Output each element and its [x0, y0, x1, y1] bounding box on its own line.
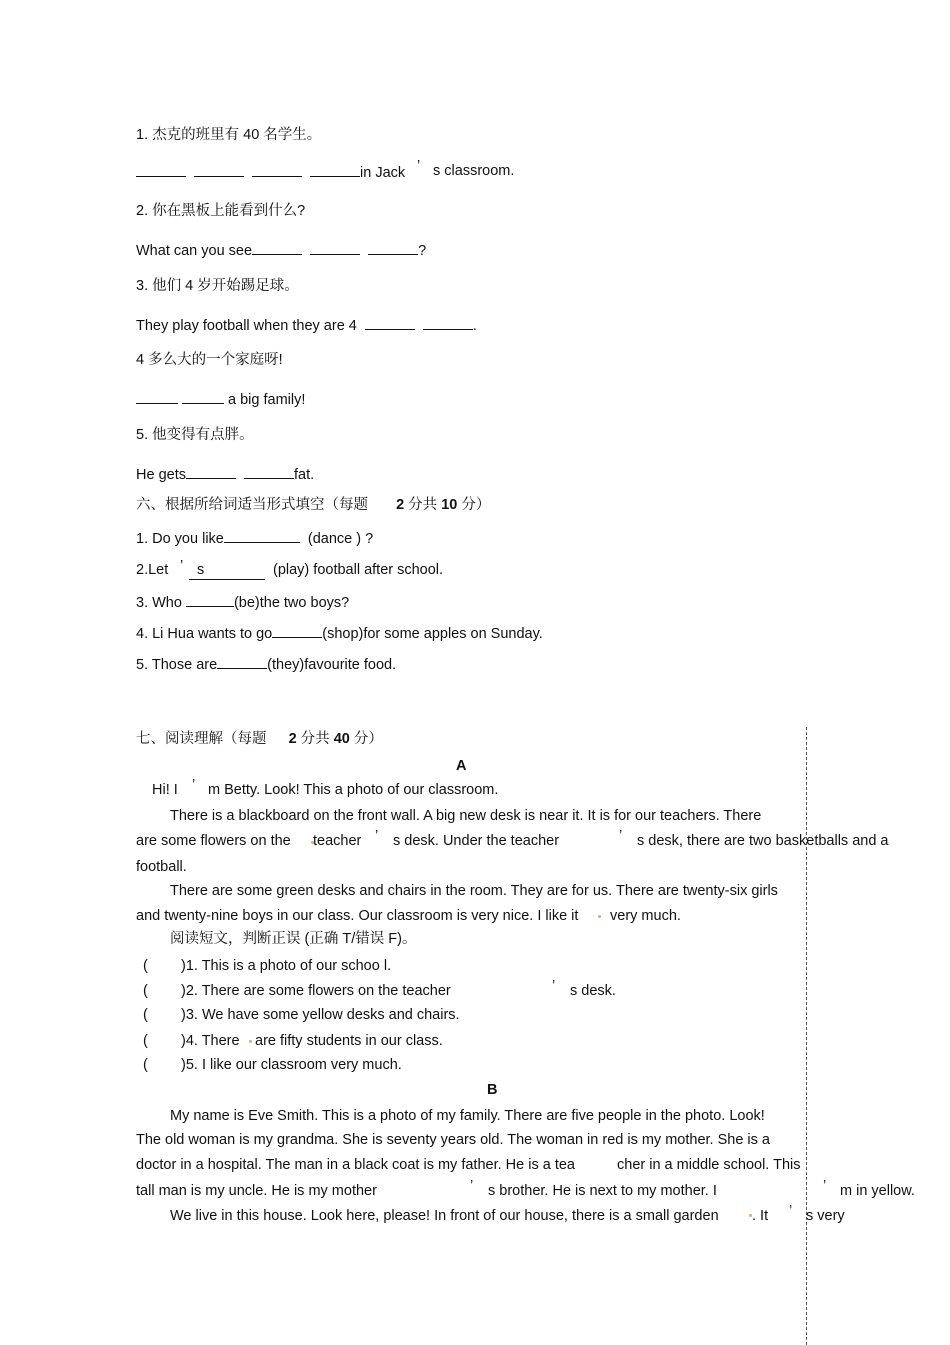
answer-blank[interactable]	[365, 315, 415, 330]
text: s classroom.	[433, 163, 515, 179]
text: fat.	[293, 467, 315, 483]
s6-q2	[136, 561, 168, 579]
text: Hi! I	[152, 782, 178, 798]
text: 5. Those are	[136, 657, 218, 673]
text: are some flowers on the	[136, 833, 291, 849]
s6-q3	[136, 592, 349, 612]
text: There are some green desks and chairs in the room. They are for us. There are twenty-six girls	[170, 883, 778, 899]
speck	[598, 915, 601, 918]
answer-blank[interactable]	[252, 240, 302, 255]
text: 七、阅读理解（每题	[136, 731, 267, 747]
text: s desk, there are two basketballs and a	[637, 833, 889, 849]
section6-title	[136, 496, 490, 514]
tf-q3: )3. We have some yellow desks and chairs.	[181, 1007, 460, 1023]
text: 2.Let	[136, 562, 169, 578]
text: 分共	[300, 731, 330, 747]
text: 1. Do you like	[136, 531, 224, 547]
s6-q2-rest	[189, 561, 443, 580]
text: 4. Li Hua wants to go	[136, 626, 273, 642]
apostrophe: ’	[789, 1203, 793, 1219]
answer-blank[interactable]	[244, 464, 294, 479]
text: s	[197, 562, 205, 578]
paren: (	[143, 1033, 148, 1049]
answer-blank[interactable]	[423, 315, 473, 330]
tf-q5: )5. I like our classroom very much.	[181, 1057, 402, 1073]
s5-q5-chinese: 5. 他变得有点胖。	[136, 427, 254, 443]
text: (be)the two boys?	[233, 595, 350, 611]
paren: (	[143, 1057, 148, 1073]
apostrophe: ’	[470, 1178, 474, 1194]
text: We live in this house. Look here, please! In front of our house, there is a small garden	[170, 1208, 719, 1224]
text: .	[472, 318, 477, 334]
answer-blank[interactable]	[186, 592, 234, 607]
apostrophe: ’	[417, 158, 421, 174]
answer-blank[interactable]	[182, 389, 224, 404]
answer-blank[interactable]	[310, 240, 360, 255]
text: They play football when they are 4	[136, 318, 357, 334]
text: The old woman is my grandma. She is seventy years old. The woman in red is my mother. She is a	[136, 1132, 770, 1148]
text: 分共	[408, 497, 438, 513]
answer-blank[interactable]	[310, 162, 360, 177]
text: (shop)for some apples on Sunday.	[322, 626, 543, 642]
s5-q5-english	[136, 464, 314, 484]
reading-instruction: 阅读短文，判断正误 (正确 T/错误 F)。	[170, 931, 417, 947]
text: football.	[136, 859, 187, 875]
text: My name is Eve Smith. This is a photo of my family. There are five people in the photo. Look!	[170, 1108, 765, 1124]
text: tall man is my uncle. He is my mother	[136, 1183, 377, 1199]
s5-q4-english	[136, 389, 305, 409]
text: doctor in a hospital. The man in a black coat is my father. He is a tea	[136, 1157, 575, 1173]
s5-q2-english	[136, 240, 426, 260]
apostrophe: ’	[180, 558, 184, 574]
tf-q2: )2. There are some flowers on the teacher	[181, 983, 451, 999]
passage-b-label: B	[487, 1082, 498, 1098]
apostrophe: ’	[375, 828, 379, 844]
text: (they)favourite food.	[267, 657, 397, 673]
text: m Betty. Look! This a photo of our classroom.	[208, 782, 499, 798]
speck	[249, 1040, 252, 1043]
text: 2	[396, 497, 405, 513]
section7-title	[136, 730, 383, 748]
passage-a-label: A	[456, 758, 467, 774]
s6-q4	[136, 623, 543, 643]
answer-blank[interactable]	[217, 654, 267, 669]
text: (play) football after school.	[273, 562, 444, 578]
text: s very	[806, 1208, 845, 1224]
text: ?	[418, 243, 427, 259]
text: very much.	[610, 908, 681, 924]
text: s desk.	[570, 983, 616, 999]
text: teacher	[313, 833, 362, 849]
s5-q2-chinese: 2. 你在黑板上能看到什么?	[136, 203, 306, 219]
paren: (	[143, 958, 148, 974]
answer-blank[interactable]	[194, 162, 244, 177]
answer-blank[interactable]	[136, 162, 186, 177]
tf-q4: )4. There	[181, 1033, 240, 1049]
text: There is a blackboard on the front wall. A big new desk is near it. It is for our teachers. There	[170, 808, 762, 824]
text: 10	[441, 497, 458, 513]
text: 六、根据所给词适当形式填空（每题	[136, 497, 368, 513]
text: 分）	[353, 731, 383, 747]
answer-blank[interactable]	[368, 240, 418, 255]
cut-line	[806, 727, 807, 1345]
text: and twenty-nine boys in our class. Our classroom is very nice. I like it	[136, 908, 579, 924]
answer-blank[interactable]	[252, 162, 302, 177]
text: 分）	[461, 497, 491, 513]
s5-q1-chinese: 1. 杰克的班里有 40 名学生。	[136, 127, 322, 143]
paren: (	[143, 983, 148, 999]
text: s brother. He is next to my mother. I	[488, 1183, 717, 1199]
text: What can you see	[136, 243, 253, 259]
text: m in yellow.	[840, 1183, 915, 1199]
answer-blank[interactable]	[224, 528, 300, 543]
text: are fifty students in our class.	[255, 1033, 443, 1049]
s6-q5	[136, 654, 396, 674]
s6-q1	[136, 528, 373, 548]
text: . It	[752, 1208, 769, 1224]
apostrophe: ’	[192, 777, 196, 793]
tf-q1: )1. This is a photo of our schoo l.	[181, 958, 392, 974]
s5-q1-english	[136, 162, 405, 182]
text: (dance ) ?	[307, 531, 374, 547]
answer-blank[interactable]	[186, 464, 236, 479]
s5-q3-chinese: 3. 他们 4 岁开始踢足球。	[136, 278, 299, 294]
apostrophe: ’	[619, 828, 623, 844]
answer-blank[interactable]	[272, 623, 322, 638]
s5-q3-english	[136, 315, 477, 335]
apostrophe: ’	[552, 978, 556, 994]
answer-blank[interactable]	[189, 561, 265, 580]
text: a big family!	[228, 392, 306, 408]
text: s desk. Under the teacher	[393, 833, 560, 849]
text: 40	[333, 731, 350, 747]
text: He gets	[136, 467, 186, 483]
s5-q4-chinese: 4 多么大的一个家庭呀!	[136, 352, 283, 368]
text: cher in a middle school. This	[617, 1157, 801, 1173]
text: 3. Who	[136, 595, 182, 611]
apostrophe: ’	[823, 1178, 827, 1194]
answer-blank[interactable]	[136, 389, 178, 404]
paren: (	[143, 1007, 148, 1023]
text: in Jack	[360, 165, 406, 181]
text: 2	[288, 731, 297, 747]
